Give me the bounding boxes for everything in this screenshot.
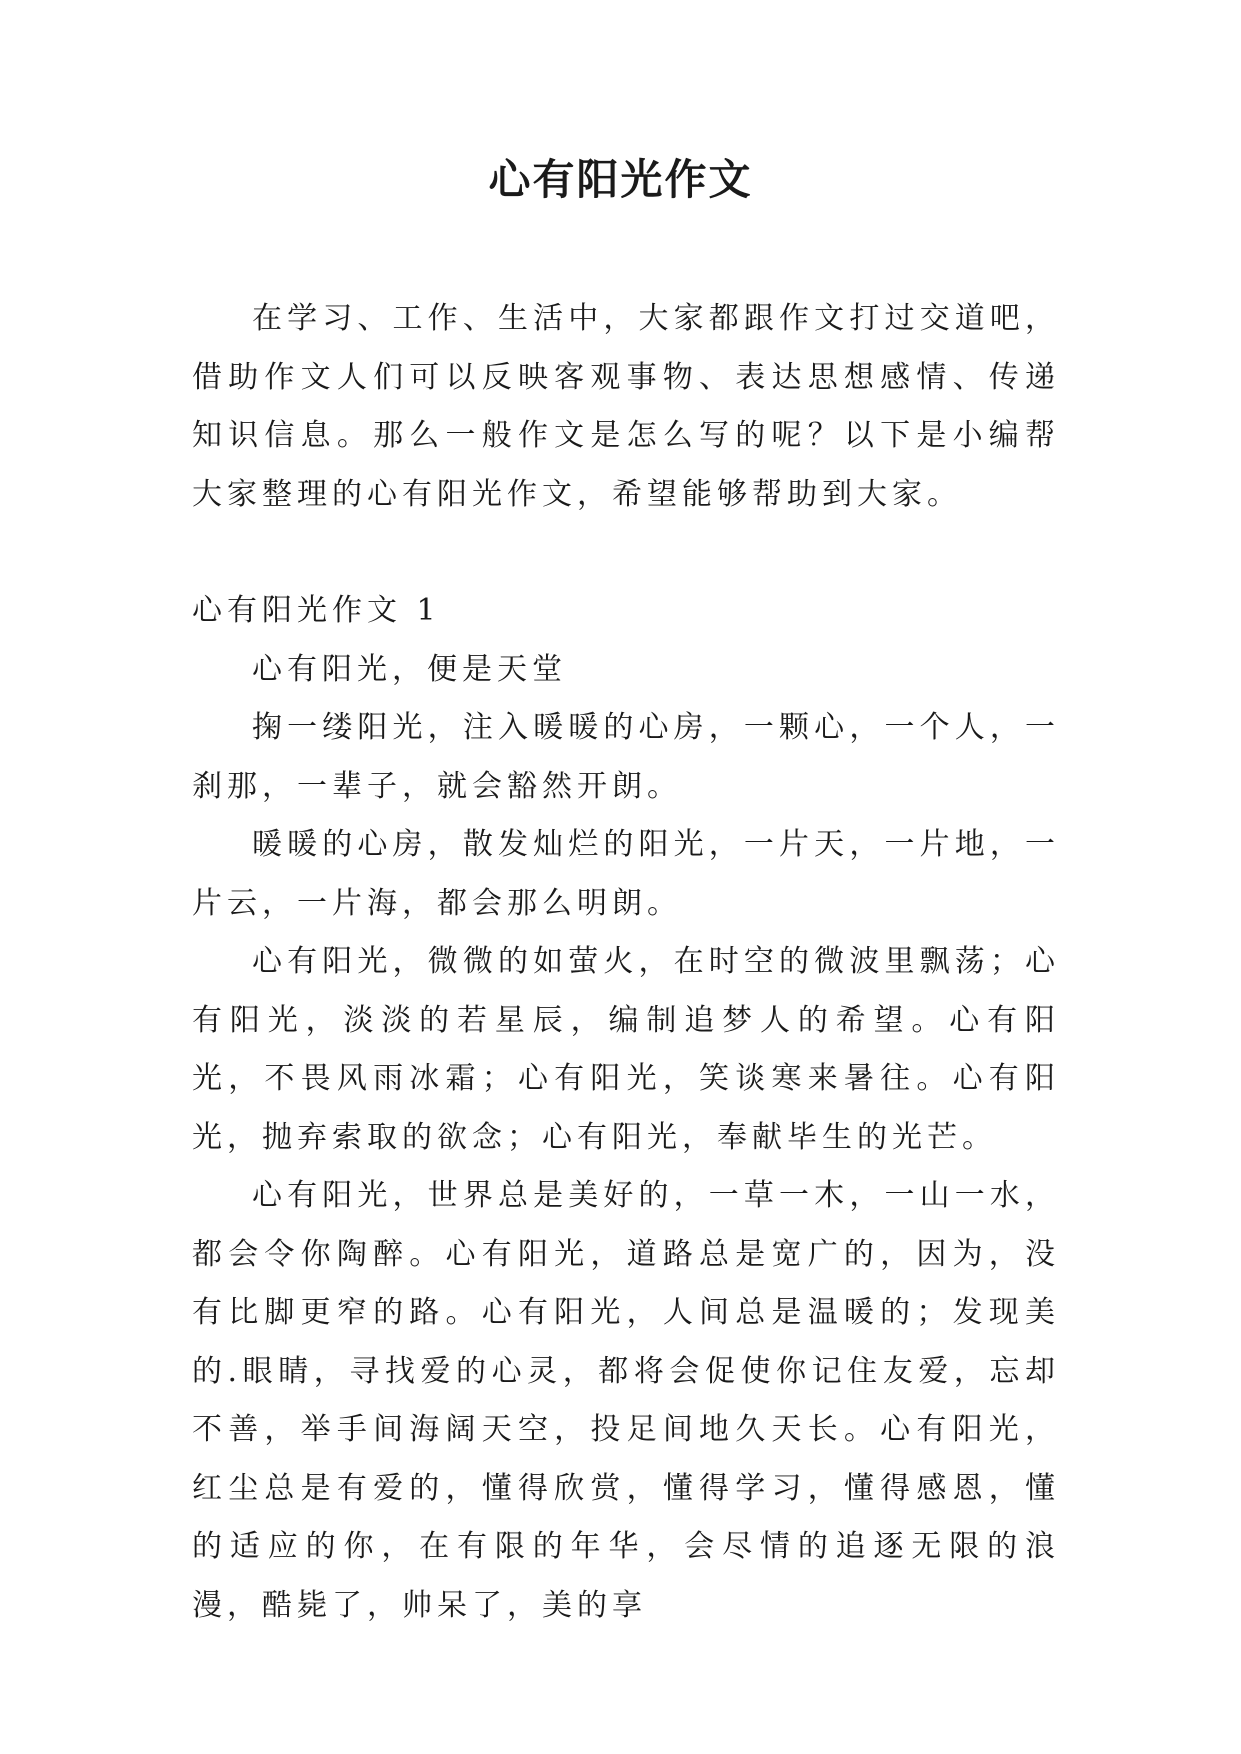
paragraph: 暖暖的心房，散发灿烂的阳光，一片天，一片地，一片云，一片海，都会那么明朗。 <box>192 827 1060 921</box>
section-heading: 心有阳光作文 1 <box>192 593 441 628</box>
document-body <box>192 290 1060 1635</box>
paragraph: 掬一缕阳光，注入暖暖的心房，一颗心，一个人，一刹那，一辈子，就会豁然开朗。 <box>192 710 1060 804</box>
paragraph-subtitle: 心有阳光，便是天堂 <box>252 651 567 687</box>
document-title: 心有阳光作文 <box>488 155 753 204</box>
intro-paragraph: 在学习、工作、生活中，大家都跟作文打过交道吧，借助作文人们可以反映客观事物、表达思想感情、传递知识信息。那么一般作文是怎么写的呢？以下是小编帮大家整理的心有阳光作文，希望能够帮助到大家。 <box>192 301 1060 512</box>
paragraph: 心有阳光，世界总是美好的，一草一木，一山一水，都会令你陶醉。心有阳光，道路总是宽广的，因为，没有比脚更窄的路。心有阳光，人间总是温暖的；发现美的.眼睛，寻找爱的心灵，都将会促使你记住友爱，忘却不善，举手间海阔天空，投足间地久天长。心有阳光，红尘总是有爱的，懂得欣赏，懂得学习，懂得感恩，懂的适应的你，在有限的年华，会尽情的追逐无限的浪漫，酷毙了，帅呆了，美的享 <box>192 1178 1060 1623</box>
paragraph: 心有阳光，微微的如萤火，在时空的微波里飘荡；心有阳光，淡淡的若星辰，编制追梦人的希望。心有阳光，不畏风雨冰霜；心有阳光，笑谈寒来暑往。心有阳光，抛弃索取的欲念；心有阳光，奉献毕生的光芒。 <box>192 944 1060 1155</box>
